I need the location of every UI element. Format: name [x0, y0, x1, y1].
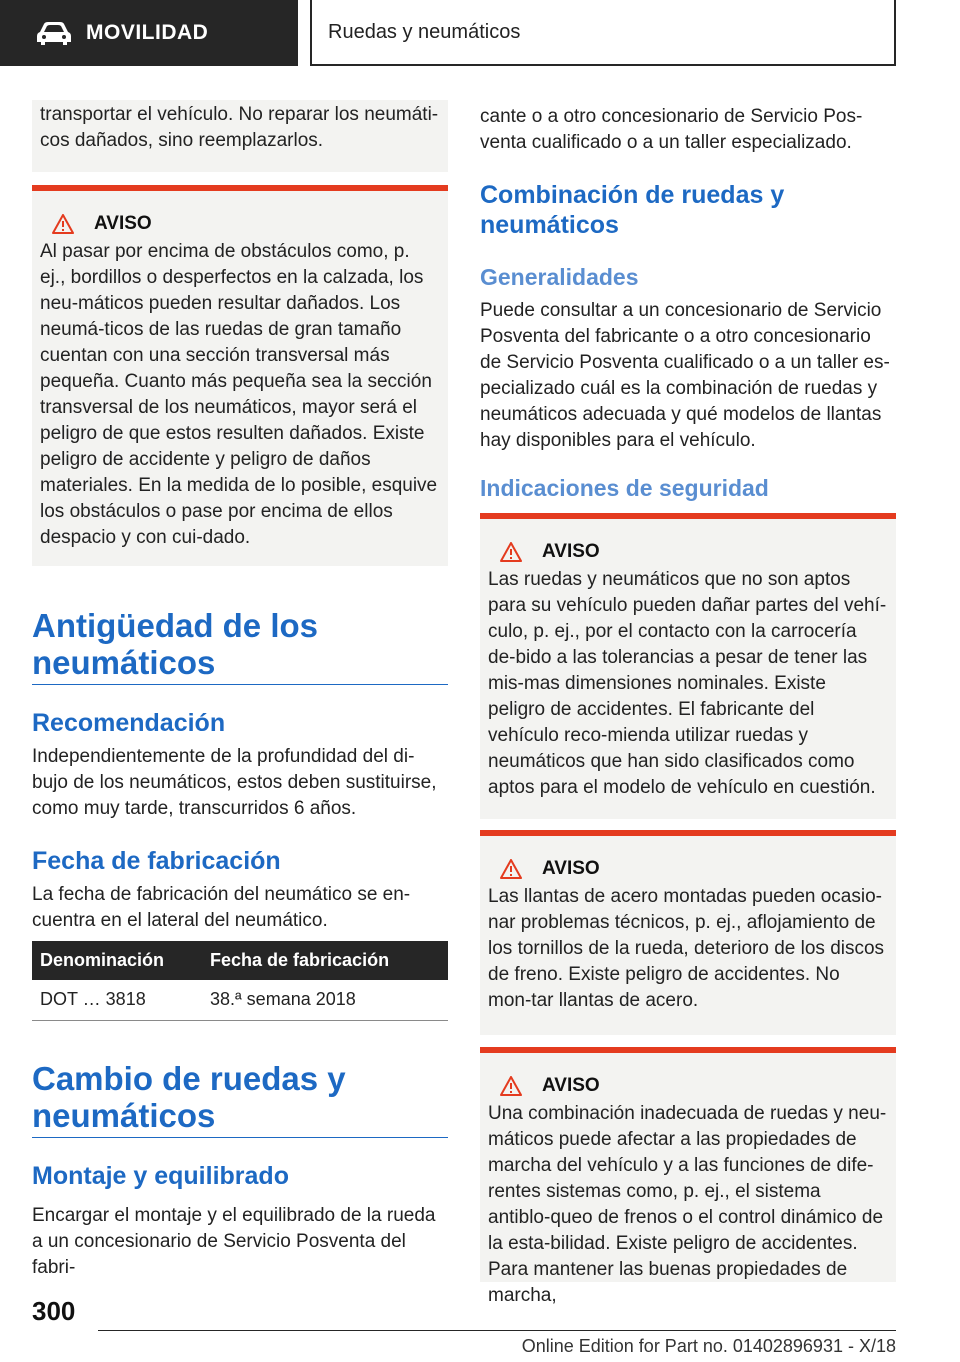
- recommendation-text: Independientemente de la profundidad del di-bujo de los neumáticos, estos deben sustituirse, como muy tarde, transcurridos 6 años.: [32, 746, 437, 819]
- subheading-mounting: Montaje y equilibrado: [32, 1162, 289, 1190]
- warning-heading: [488, 858, 888, 880]
- warning-text: Al pasar por encima de obstáculos como, p. ej., bordillos o desperfectos en la calzada, los neu-máticos pueden resultar dañados. Los neumá-ticos de las ruedas de gran tamaño cuentan con una sección transversal más pequeña. Cuanto más pequeña sea la sección transversal de los neumáticos, mayor será el peligro de que estos resulten dañados. Existe peligro de accidente y peligro de daños materiales. En la medida de lo posible, esquive los obstáculos o pase por encima de ellos despacio y con cui-dado.: [40, 241, 438, 548]
- table-cell-date: 38.ª semana 2018: [202, 980, 448, 1020]
- subheading-safety: Indicaciones de seguridad: [480, 475, 769, 501]
- warning-heading: [40, 213, 440, 235]
- table-header-date: Fecha de fabricación: [202, 941, 448, 980]
- manufacture-date-text: La fecha de fabricación del neumático se en-cuentra en el lateral del neumático.: [32, 884, 411, 931]
- table-header-designation: Denominación: [32, 941, 202, 980]
- chapter-title: Ruedas y neumáticos: [310, 0, 896, 66]
- table-cell-designation: DOT … 3818: [32, 980, 202, 1020]
- continued-paragraph-right: cante o a otro concesionario de Servicio Pos-venta cualificado o a un taller especializado.: [480, 106, 863, 153]
- warning-text: Las llantas de acero montadas pueden ocasio-nar problemas técnicos, p. ej., aflojamiento de los tornillos de la rueda, deterioro de los discos de freno. Existe peligro de accidentes. No mon-tar llantas de acero.: [488, 886, 885, 1011]
- warning-title: AVISO: [94, 213, 152, 234]
- warning-box: [480, 513, 896, 819]
- subheading-general: Generalidades: [480, 264, 639, 290]
- continued-paragraph: transportar el vehículo. No reparar los neumáti-cos dañados, sino reemplazarlos.: [32, 100, 448, 172]
- warning-title: AVISO: [542, 1075, 600, 1096]
- warning-box: [480, 1047, 896, 1306]
- section-heading-change: Cambio de ruedas y neumáticos: [32, 1060, 346, 1134]
- warning-box: [480, 830, 896, 1035]
- general-text: Puede consultar a un concesionario de Servicio Posventa del fabricante o a otro concesionario de Servicio Posventa cualificado o a un taller es-pecializado cuál es la combinación de ruedas y neumáticos adecuada y qué modelos de llantas hay disponibles para el vehículo.: [480, 300, 890, 451]
- footer-rule: [98, 1330, 896, 1331]
- edition-note: Online Edition for Part no. 01402896931 - X/18: [521, 1336, 896, 1356]
- car-icon: [36, 20, 72, 46]
- warning-text: Una combinación inadecuada de ruedas y neu-máticos puede afectar a las propiedades de marcha del vehículo y a las funciones de dife-rentes sistemas como, p. ej., el sistema antiblo-queo de frenos o el control dinámico de la esta-bilidad. Existe peligro de accidentes. Para mantener las buenas propiedades de marcha,: [488, 1103, 887, 1306]
- warning-box: [32, 185, 448, 566]
- section-title: MOVILIDAD: [86, 21, 209, 44]
- warning-heading: [488, 1075, 888, 1097]
- warning-triangle-icon: [500, 1076, 522, 1096]
- warning-title: AVISO: [542, 541, 600, 562]
- warning-text: Las ruedas y neumáticos que no son aptos para su vehículo pueden dañar partes del vehí-culo, p. ej., por el contacto con la carrocería de-bido a las tolerancias a pesar de tener las mis-mas dimensiones nominales. Existe peligro de accidentes. El fabricante del vehículo reco-mienda utilizar ruedas y neumáticos que han sido clasificados como aptos para el modelo de vehículo en cuestión.: [488, 569, 887, 798]
- heading-rule: [32, 1137, 448, 1138]
- table-row: [32, 980, 448, 1020]
- warning-heading: [488, 541, 888, 563]
- warning-title: AVISO: [542, 858, 600, 879]
- mounting-text: Encargar el montaje y el equilibrado de la rueda a un concesionario de Servicio Posventa del fabri-: [32, 1205, 436, 1278]
- section-tab: [0, 0, 298, 66]
- page-number: 300: [32, 1296, 76, 1326]
- subheading-recommendation: Recomendación: [32, 709, 226, 737]
- warning-triangle-icon: [500, 542, 522, 562]
- section-heading-combination: Combinación de ruedas y neumáticos: [480, 181, 785, 239]
- subheading-manufacture-date: Fecha de fabricación: [32, 847, 281, 875]
- warning-triangle-icon: [500, 859, 522, 879]
- dot-table: [32, 941, 448, 1021]
- section-heading-tire-age: Antigüedad de los neumáticos: [32, 607, 319, 681]
- heading-rule: [32, 684, 448, 685]
- warning-triangle-icon: [52, 214, 74, 234]
